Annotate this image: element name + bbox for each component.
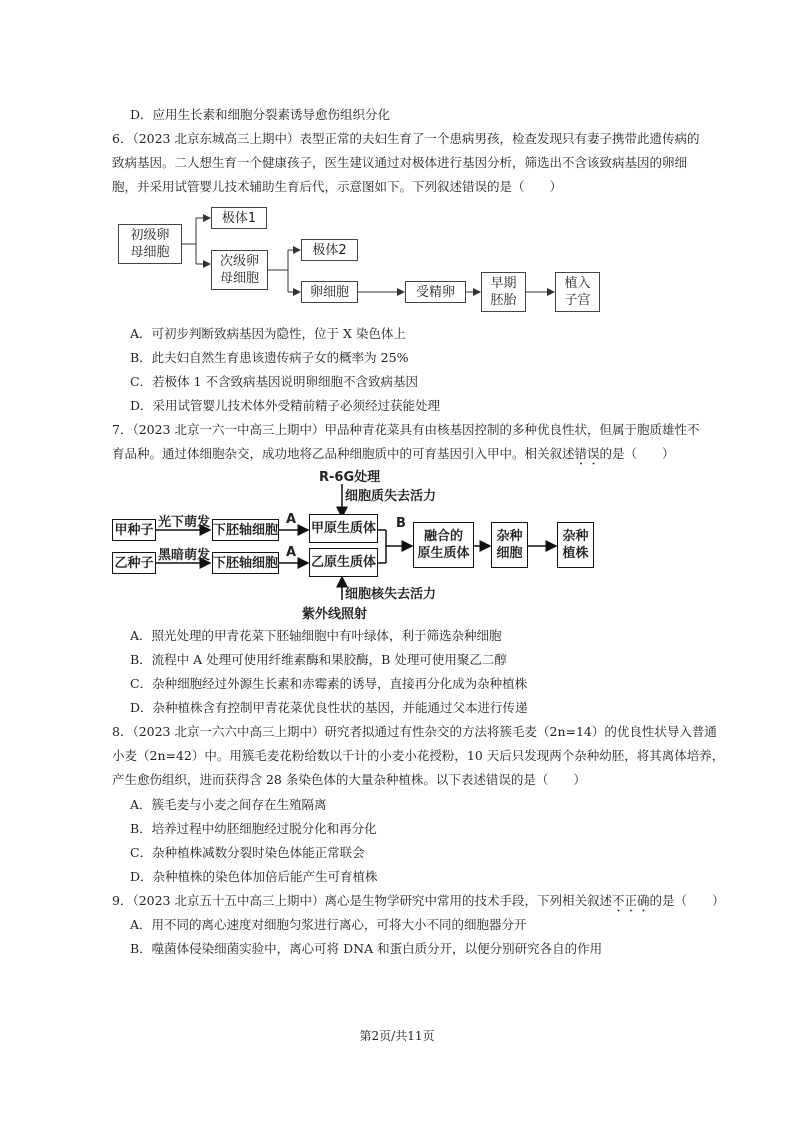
page-number-footer: 第2页/共11页 xyxy=(359,1029,435,1043)
seed-a-box: 甲种子 xyxy=(112,519,156,541)
hybrid-cell-box: 杂种 细胞 xyxy=(491,522,528,568)
q6-stem-line-3: 胞，并采用试管婴儿技术辅助生育后代，示意图如下。下列叙述错误的是（ ） xyxy=(112,179,563,194)
polar-body-1-box: 极体1 xyxy=(211,207,267,229)
early-embryo-box xyxy=(481,272,526,312)
egg-cell-box: 卵细胞 xyxy=(301,281,358,303)
early-embryo-line-1: 早期 xyxy=(490,276,517,291)
q7-stem-line-2: 育品种。通过体细胞杂交，成功地将乙品种细胞质中的可育基因引入甲中。相关叙述错误的是（ ） xyxy=(112,446,675,461)
cytoplasm-inactivate-label: 细胞质失去活力 xyxy=(345,489,437,504)
q8-stem-line-2: 小麦（2n=42）中。用簇毛麦花粉给数以千计的小麦小花授粉，10 天后只发现两个杂种幼胚，将其离体培养， xyxy=(112,748,725,763)
q5-option-d: D．应用生长素和细胞分裂素诱导愈伤组织分化 xyxy=(130,107,391,122)
q7-option-d: D．杂种植株含有控制甲青花菜优良性状的基因，并能通过父本进行传递 xyxy=(130,700,528,715)
light-germination-label: 光下萌发 xyxy=(158,515,211,530)
hypocotyl-b-box: 下胚轴细胞 xyxy=(212,552,279,574)
q8-option-a: A．簇毛麦与小麦之间存在生殖隔离 xyxy=(130,797,327,812)
implant-uterus-box xyxy=(555,272,600,312)
q7-option-a: A．照光处理的甲青花菜下胚轴细胞中有叶绿体，利于筛选杂种细胞 xyxy=(130,628,502,643)
q8-stem-line-1: 8．（2023 北京一六六中高三上期中）研究者拟通过有性杂交的方法将簇毛麦（2n=14）的优良性状导入普通 xyxy=(112,724,717,739)
primary-oocyte-box xyxy=(118,224,182,264)
q6-option-a: A．可初步判断致病基因为隐性，位于 X 染色体上 xyxy=(130,326,406,341)
nucleus-inactivate-label: 细胞核失去活力 xyxy=(345,587,437,602)
q9-emphasis: 不正确 xyxy=(612,893,650,908)
process-a-label-1: A xyxy=(286,512,297,527)
q7-stem-line-1: 7．（2023 北京一六一中高三上期中）甲品种青花菜具有由核基因控制的多种优良性状，但属于胞质雄性不 xyxy=(112,422,700,437)
process-a-label-2: A xyxy=(286,545,297,560)
q9-option-a: A．用不同的离心速度对细胞匀浆进行离心，可将大小不同的细胞器分开 xyxy=(130,917,527,932)
q9-stem-line-1: 9．（2023 北京五十五中高三上期中）离心是生物学研究中常用的技术手段，下列相关叙述不正确的是（ ） xyxy=(112,893,725,908)
fused-protoplast-box: 融合的 原生质体 xyxy=(413,522,474,568)
primary-oocyte-line-1: 初级卵 xyxy=(130,228,170,243)
secondary-oocyte-box xyxy=(211,250,268,290)
uv-irradiation-label: 紫外线照射 xyxy=(302,607,368,622)
early-embryo-line-2: 胚胎 xyxy=(490,293,517,308)
hybrid-plant-box: 杂种 植株 xyxy=(557,522,594,568)
q6-option-d: D．采用试管婴儿技术体外受精前精子必须经过获能处理 xyxy=(130,398,441,413)
process-b-label: B xyxy=(396,516,406,531)
primary-oocyte-line-2: 母细胞 xyxy=(130,245,170,260)
q7-emphasis: 错误 xyxy=(574,446,600,461)
q6-stem-line-1: 6．（2023 北京东城高三上期中）表型正常的夫妇生育了一个患病男孩，检查发现只有妻子携带此遗传病的 xyxy=(112,131,700,146)
protoplast-b-box: 乙原生质体 xyxy=(309,548,378,577)
secondary-oocyte-line-2: 母细胞 xyxy=(219,271,259,286)
implant-line-1: 植入 xyxy=(564,276,591,291)
q6-option-c: C．若极体 1 不含致病基因说明卵细胞不含致病基因 xyxy=(130,374,418,389)
q7-option-c: C．杂种细胞经过外源生长素和赤霉素的诱导，直接再分化成为杂种植株 xyxy=(130,676,528,691)
secondary-oocyte-line-1: 次级卵 xyxy=(219,254,259,269)
q6-option-b: B．此夫妇自然生育患该遗传病子女的概率为 25% xyxy=(130,350,409,365)
seed-b-box: 乙种子 xyxy=(112,552,156,574)
q9-option-b: B．噬菌体侵染细菌实验中，离心可将 DNA 和蛋白质分开，以便分别研究各自的作用 xyxy=(130,941,603,956)
hypocotyl-a-box: 下胚轴细胞 xyxy=(212,519,279,541)
q8-option-c: C．杂种植株减数分裂时染色体能正常联会 xyxy=(130,845,365,860)
q8-stem-line-3: 产生愈伤组织，进而获得含 28 条染色体的大量杂种植株。以下表述错误的是（ ） xyxy=(112,772,586,787)
polar-body-2-box: 极体2 xyxy=(301,239,358,261)
q7-option-b: B．流程中 A 处理可使用纤维素酶和果胶酶，B 处理可使用聚乙二醇 xyxy=(130,652,507,667)
implant-line-2: 子宫 xyxy=(564,293,591,308)
q6-stem-line-2: 致病基因。二人想生育一个健康孩子，医生建议通过对极体进行基因分析，筛选出不含该致病基因的卵细 xyxy=(112,155,688,170)
dark-germination-label: 黑暗萌发 xyxy=(158,548,211,563)
q8-option-d: D．杂种植株的染色体加倍后能产生可育植株 xyxy=(130,869,378,884)
protoplast-a-box: 甲原生质体 xyxy=(309,514,378,543)
zygote-box: 受精卵 xyxy=(405,281,466,303)
q8-option-b: B．培养过程中幼胚细胞经过脱分化和再分化 xyxy=(130,821,377,836)
r6g-label: R-6G处理 xyxy=(319,470,381,485)
